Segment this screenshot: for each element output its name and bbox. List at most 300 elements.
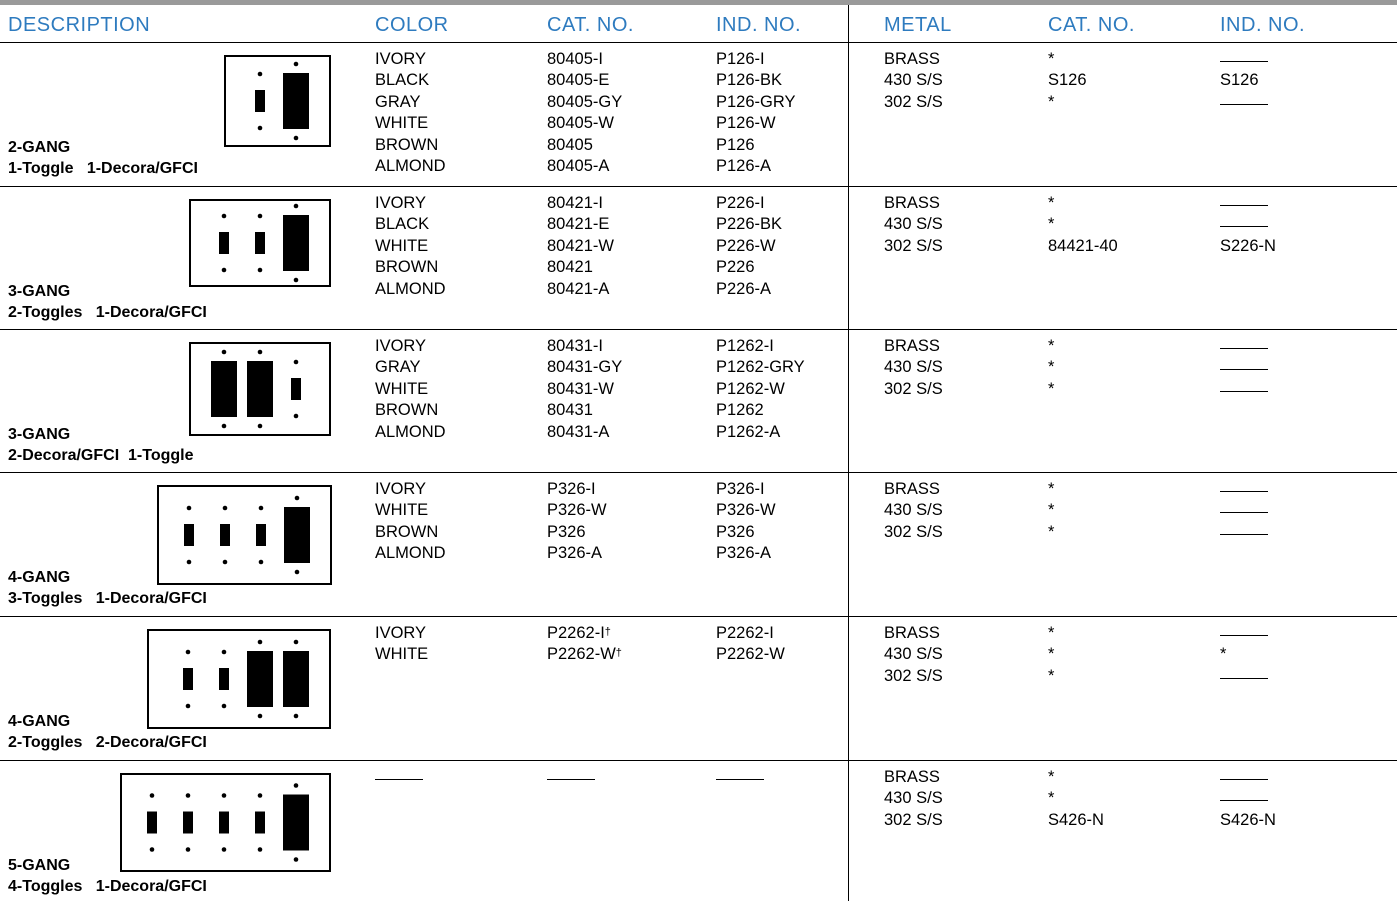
screw-hole	[294, 640, 299, 645]
decora-opening	[283, 215, 309, 271]
toggle-opening	[147, 812, 157, 834]
ind-no-value	[716, 92, 796, 113]
color-text: ALMOND	[375, 156, 446, 175]
cat-no-text: 80405	[547, 135, 593, 154]
header-ind-no: IND. NO.	[716, 14, 802, 36]
ind-no-value	[716, 400, 805, 421]
ind-no-value	[716, 70, 796, 91]
metal-value	[884, 767, 943, 788]
metal-value	[884, 193, 943, 214]
metal-ind-no-value	[1220, 623, 1226, 644]
ind-no-value	[716, 236, 782, 257]
ind-no-value	[716, 422, 805, 443]
color-text: BROWN	[375, 401, 439, 420]
metal-value	[884, 522, 943, 543]
metal-text: BRASS	[884, 480, 940, 498]
cat-no-column	[547, 49, 622, 177]
cat-no-text: 80421-I	[547, 194, 603, 212]
wallplate-2-decora-1-toggle-icon	[189, 342, 331, 436]
screw-hole	[294, 278, 299, 283]
header-description: DESCRIPTION	[8, 14, 151, 36]
metal-ind-no-value	[1220, 666, 1226, 687]
toggle-opening	[255, 812, 265, 834]
metal-column	[884, 767, 943, 831]
metal-ind-no-column	[1220, 623, 1226, 687]
cat-no-value	[547, 400, 622, 421]
metal-column	[884, 49, 943, 113]
cat-no-value	[547, 257, 614, 278]
color-value	[375, 92, 446, 113]
metal-cat-no-value	[1048, 70, 1087, 91]
screw-hole	[294, 414, 299, 419]
cat-no-value	[547, 479, 607, 500]
metal-cat-no-column	[1048, 767, 1104, 831]
color-value	[375, 279, 446, 300]
screw-hole	[295, 570, 300, 575]
cat-no-column	[547, 623, 622, 666]
gang-config: 1-Toggle 1-Decora/GFCI	[8, 160, 198, 177]
table-row	[0, 43, 1397, 187]
metal-cat-no-text: *	[1048, 522, 1055, 541]
color-value	[375, 623, 428, 644]
metal-cat-no-value	[1048, 788, 1104, 809]
metal-text: 430 S/S	[884, 215, 943, 234]
header-metal-cat-no: CAT. NO.	[1048, 14, 1135, 36]
ind-no-text: P226-BK	[716, 215, 783, 234]
metal-cat-no-value	[1048, 336, 1054, 357]
cat-no-value	[547, 336, 622, 357]
toggle-opening	[184, 524, 194, 546]
ind-no-text: P326-A	[716, 544, 772, 563]
color-text: BROWN	[375, 258, 439, 277]
toggle-opening	[183, 812, 193, 834]
metal-cat-no-value	[1048, 810, 1104, 831]
metal-ind-no-value	[1220, 810, 1276, 831]
screw-hole	[295, 496, 300, 501]
dash-placeholder	[1220, 779, 1268, 780]
ind-no-text: P126-I	[716, 50, 765, 68]
toggle-opening	[220, 524, 230, 546]
ind-no-text: P1262-I	[716, 337, 774, 355]
ind-no-value	[716, 479, 776, 500]
ind-no-value	[716, 193, 782, 214]
metal-cat-no-text: *	[1048, 624, 1055, 642]
cat-no-text: 80405-I	[547, 50, 603, 68]
screw-hole	[294, 714, 299, 719]
color-value	[375, 400, 446, 421]
gang-size: 5-GANG	[8, 857, 71, 874]
metal-cat-no-text: S426-N	[1048, 810, 1104, 829]
toggle-opening	[255, 232, 265, 254]
decora-opening	[247, 361, 273, 417]
cat-no-value	[547, 193, 614, 214]
screw-hole	[187, 506, 192, 511]
metal-text: 430 S/S	[884, 358, 943, 377]
screw-hole	[222, 650, 227, 655]
gang-config: 2-Decora/GFCI 1-Toggle	[8, 447, 194, 464]
color-value	[375, 135, 446, 156]
ind-no-text: P126-A	[716, 156, 772, 175]
toggle-opening	[219, 812, 229, 834]
dash-placeholder	[1220, 205, 1268, 206]
screw-hole	[259, 560, 264, 565]
gang-description	[8, 137, 198, 179]
gang-description	[8, 855, 207, 897]
cat-no-text: P2262-W	[547, 645, 616, 664]
dash-placeholder	[1220, 800, 1268, 801]
metal-cat-no-text: *	[1048, 50, 1055, 68]
color-value	[375, 543, 446, 564]
metal-cat-no-text: *	[1048, 501, 1055, 520]
ind-no-column	[716, 623, 785, 666]
cat-no-value	[547, 70, 622, 91]
metal-value	[884, 336, 943, 357]
cat-no-text: 80405-A	[547, 156, 610, 175]
color-value	[375, 49, 446, 70]
metal-value	[884, 357, 943, 378]
metal-text: 430 S/S	[884, 789, 943, 808]
cat-no-value	[547, 543, 607, 564]
cat-no-text: 80431-A	[547, 422, 610, 441]
screw-hole	[186, 650, 191, 655]
color-value	[375, 214, 446, 235]
screw-hole	[258, 847, 263, 852]
decora-opening	[283, 73, 309, 129]
dash-placeholder	[1220, 534, 1268, 535]
metal-ind-no-value	[1220, 767, 1276, 788]
plate-outline	[225, 56, 330, 146]
ind-no-text: P1262	[716, 401, 764, 420]
color-text: ALMOND	[375, 279, 446, 298]
ind-no-text: P126-GRY	[716, 92, 796, 111]
ind-no-text: P1262-GRY	[716, 358, 805, 377]
metal-ind-no-value	[1220, 236, 1276, 257]
ind-no-text: P226	[716, 258, 755, 277]
screw-hole	[150, 847, 155, 852]
gang-description	[8, 281, 207, 323]
metal-text: BRASS	[884, 194, 940, 212]
toggle-opening	[219, 232, 229, 254]
color-text: WHITE	[375, 236, 429, 255]
cat-no-value	[547, 522, 607, 543]
metal-cat-no-text: *	[1048, 358, 1055, 377]
cat-no-text: 80431-GY	[547, 358, 623, 377]
color-value	[375, 522, 446, 543]
color-text: ALMOND	[375, 422, 446, 441]
gang-size: 2-GANG	[8, 139, 71, 156]
top-rule	[0, 0, 1397, 5]
cat-no-text: P326-I	[547, 480, 596, 498]
metal-column	[884, 623, 943, 687]
metal-value	[884, 479, 943, 500]
metal-value	[884, 623, 943, 644]
gang-description	[8, 567, 207, 609]
header-metal-ind-no: IND. NO.	[1220, 14, 1306, 36]
color-value	[375, 357, 446, 378]
screw-hole	[222, 847, 227, 852]
ind-no-value	[716, 379, 805, 400]
metal-cat-no-value	[1048, 214, 1118, 235]
metal-text: 302 S/S	[884, 522, 943, 541]
metal-cat-no-column	[1048, 49, 1087, 113]
color-text: WHITE	[375, 114, 429, 133]
screw-hole	[294, 62, 299, 67]
dash-placeholder	[1220, 348, 1268, 349]
color-value	[375, 236, 446, 257]
color-value	[375, 422, 446, 443]
cat-no-text: 80421	[547, 258, 593, 277]
cat-no-value	[547, 500, 607, 521]
ind-no-value	[716, 644, 785, 665]
ind-no-column	[716, 479, 776, 565]
gang-size: 4-GANG	[8, 713, 71, 730]
ind-no-column	[716, 193, 782, 300]
color-text: WHITE	[375, 501, 429, 520]
cat-no-column	[547, 193, 614, 300]
gang-size: 3-GANG	[8, 283, 71, 300]
dagger-mark: †	[615, 647, 622, 660]
toggle-opening	[183, 668, 193, 690]
header-rule	[0, 42, 1397, 43]
metal-cat-no-value	[1048, 92, 1087, 113]
screw-hole	[258, 424, 263, 429]
dash-placeholder	[716, 779, 764, 780]
metal-ind-no-column	[1220, 193, 1276, 257]
screw-hole	[258, 268, 263, 273]
ind-no-value	[716, 49, 796, 70]
ind-no-value	[716, 500, 776, 521]
metal-cat-no-value	[1048, 644, 1054, 665]
metal-cat-no-text: *	[1048, 92, 1055, 111]
screw-hole	[150, 793, 155, 798]
dash-placeholder	[375, 779, 423, 780]
gang-config: 2-Toggles 2-Decora/GFCI	[8, 734, 207, 751]
screw-hole	[258, 714, 263, 719]
cat-no-value	[547, 113, 622, 134]
screw-hole	[258, 793, 263, 798]
metal-text: 302 S/S	[884, 810, 943, 829]
table-row	[0, 330, 1397, 473]
dash-placeholder	[1220, 61, 1268, 62]
metal-cat-no-text: *	[1048, 337, 1055, 355]
ind-no-value	[716, 257, 782, 278]
metal-ind-no-text: S426-N	[1220, 810, 1276, 829]
color-text: IVORY	[375, 50, 427, 68]
screw-hole	[259, 506, 264, 511]
table-row	[0, 617, 1397, 761]
metal-cat-no-value	[1048, 193, 1118, 214]
ind-no-text: P2262-W	[716, 645, 785, 664]
screw-hole	[222, 350, 227, 355]
cat-no-value	[547, 214, 614, 235]
header-cat-no: CAT. NO.	[547, 14, 634, 36]
metal-value	[884, 92, 943, 113]
cat-no-value	[547, 422, 622, 443]
metal-text: BRASS	[884, 50, 940, 68]
metal-text: BRASS	[884, 624, 940, 642]
cat-no-column	[547, 479, 607, 565]
metal-text: BRASS	[884, 768, 940, 786]
screw-hole	[294, 783, 299, 788]
cat-no-text: 80431-W	[547, 379, 614, 398]
color-text: IVORY	[375, 624, 427, 642]
ind-no-value	[716, 135, 796, 156]
cat-no-value	[547, 644, 622, 665]
screw-hole	[222, 214, 227, 219]
cat-no-value	[547, 92, 622, 113]
dash-placeholder	[1220, 391, 1268, 392]
toggle-opening	[219, 668, 229, 690]
dash-placeholder	[1220, 226, 1268, 227]
cat-no-column	[547, 336, 622, 443]
metal-value	[884, 788, 943, 809]
cat-no-text: 80421-A	[547, 279, 610, 298]
table-row	[0, 187, 1397, 330]
metal-value	[884, 666, 943, 687]
color-text: IVORY	[375, 194, 427, 212]
color-text: GRAY	[375, 92, 421, 111]
screw-hole	[258, 640, 263, 645]
color-value	[375, 70, 446, 91]
dash-placeholder	[1220, 635, 1268, 636]
screw-hole	[222, 793, 227, 798]
ind-no-value	[716, 156, 796, 177]
cat-no-text: P326-W	[547, 501, 607, 520]
metal-cat-no-value	[1048, 623, 1054, 644]
metal-value	[884, 49, 943, 70]
ind-no-text: P226-W	[716, 236, 776, 255]
metal-text: BRASS	[884, 337, 940, 355]
ind-no-value	[716, 214, 782, 235]
ind-no-value	[716, 336, 805, 357]
toggle-opening	[255, 90, 265, 112]
gang-config: 4-Toggles 1-Decora/GFCI	[8, 878, 207, 895]
color-value	[375, 379, 446, 400]
cat-no-value	[547, 623, 622, 644]
metal-cat-no-text: S126	[1048, 71, 1087, 90]
header-color: COLOR	[375, 14, 449, 36]
screw-hole	[223, 506, 228, 511]
metal-text: 302 S/S	[884, 666, 943, 685]
metal-ind-no-value	[1220, 788, 1276, 809]
metal-text: 430 S/S	[884, 645, 943, 664]
metal-cat-no-text: *	[1048, 379, 1055, 398]
ind-no-text: P226-A	[716, 279, 772, 298]
decora-opening	[283, 795, 309, 851]
screw-hole	[222, 424, 227, 429]
color-value	[375, 336, 446, 357]
color-text: ALMOND	[375, 544, 446, 563]
color-column	[375, 193, 446, 300]
ind-no-text: P126	[716, 135, 755, 154]
ind-no-text: P1262-A	[716, 422, 781, 441]
metal-cat-no-text: *	[1048, 194, 1055, 212]
ind-no-text: P326-W	[716, 501, 776, 520]
cat-no-value	[547, 379, 622, 400]
metal-cat-no-value	[1048, 500, 1054, 521]
cat-no-value	[547, 156, 622, 177]
metal-ind-no-value	[1220, 70, 1259, 91]
metal-ind-no-value	[1220, 644, 1226, 665]
screw-hole	[258, 350, 263, 355]
cat-no-value	[547, 135, 622, 156]
color-column	[375, 336, 446, 443]
metal-cat-no-value	[1048, 522, 1054, 543]
screw-hole	[186, 793, 191, 798]
metal-cat-no-column	[1048, 193, 1118, 257]
metal-cat-no-value	[1048, 666, 1054, 687]
color-column	[375, 49, 446, 177]
color-column	[375, 623, 428, 666]
wallplate-1-toggle-1-decora-icon	[224, 55, 331, 147]
screw-hole	[258, 72, 263, 77]
color-value	[375, 644, 428, 665]
color-text: GRAY	[375, 358, 421, 377]
color-value	[375, 257, 446, 278]
ind-no-column	[716, 49, 796, 177]
ind-no-text: P1262-W	[716, 379, 785, 398]
header-metal: METAL	[884, 14, 952, 36]
ind-no-value	[716, 623, 785, 644]
color-text: BROWN	[375, 522, 439, 541]
screw-hole	[186, 704, 191, 709]
screw-hole	[223, 560, 228, 565]
cat-no-text: P326	[547, 522, 586, 541]
dash-placeholder	[1220, 512, 1268, 513]
metal-cat-no-column	[1048, 479, 1054, 543]
metal-ind-no-value	[1220, 193, 1276, 214]
cat-no-text: 80421-E	[547, 215, 610, 234]
toggle-opening	[291, 378, 301, 400]
metal-value	[884, 70, 943, 91]
metal-cat-no-text: *	[1048, 768, 1055, 786]
metal-cat-no-column	[1048, 336, 1054, 400]
metal-text: 302 S/S	[884, 379, 943, 398]
ind-no-text: P2262-I	[716, 624, 774, 642]
screw-hole	[222, 704, 227, 709]
gang-size: 4-GANG	[8, 569, 71, 586]
metal-value	[884, 810, 943, 831]
metal-cat-no-text: *	[1048, 215, 1055, 234]
metal-ind-no-value	[1220, 49, 1259, 70]
cat-no-text: P326-A	[547, 544, 603, 563]
screw-hole	[258, 126, 263, 131]
metal-value	[884, 500, 943, 521]
color-text: BROWN	[375, 135, 439, 154]
metal-ind-no-value	[1220, 92, 1259, 113]
metal-text: 430 S/S	[884, 71, 943, 90]
ind-no-value	[716, 357, 805, 378]
cat-no-text: P2262-I	[547, 624, 605, 642]
color-column	[375, 479, 446, 565]
ind-no-value	[716, 113, 796, 134]
metal-column	[884, 479, 943, 543]
metal-ind-no-value	[1220, 214, 1276, 235]
metal-ind-no-text: *	[1220, 645, 1227, 664]
dash-placeholder	[547, 779, 595, 780]
metal-cat-no-value	[1048, 357, 1054, 378]
table-row	[0, 761, 1397, 901]
cat-no-text: 80421-W	[547, 236, 614, 255]
ind-no-value	[716, 522, 776, 543]
screw-hole	[294, 204, 299, 209]
metal-cat-no-value	[1048, 767, 1104, 788]
dash-placeholder	[1220, 104, 1268, 105]
cat-no-value	[547, 236, 614, 257]
decora-opening	[283, 651, 309, 707]
cat-no-text: 80405-GY	[547, 92, 623, 111]
metal-text: 302 S/S	[884, 236, 943, 255]
